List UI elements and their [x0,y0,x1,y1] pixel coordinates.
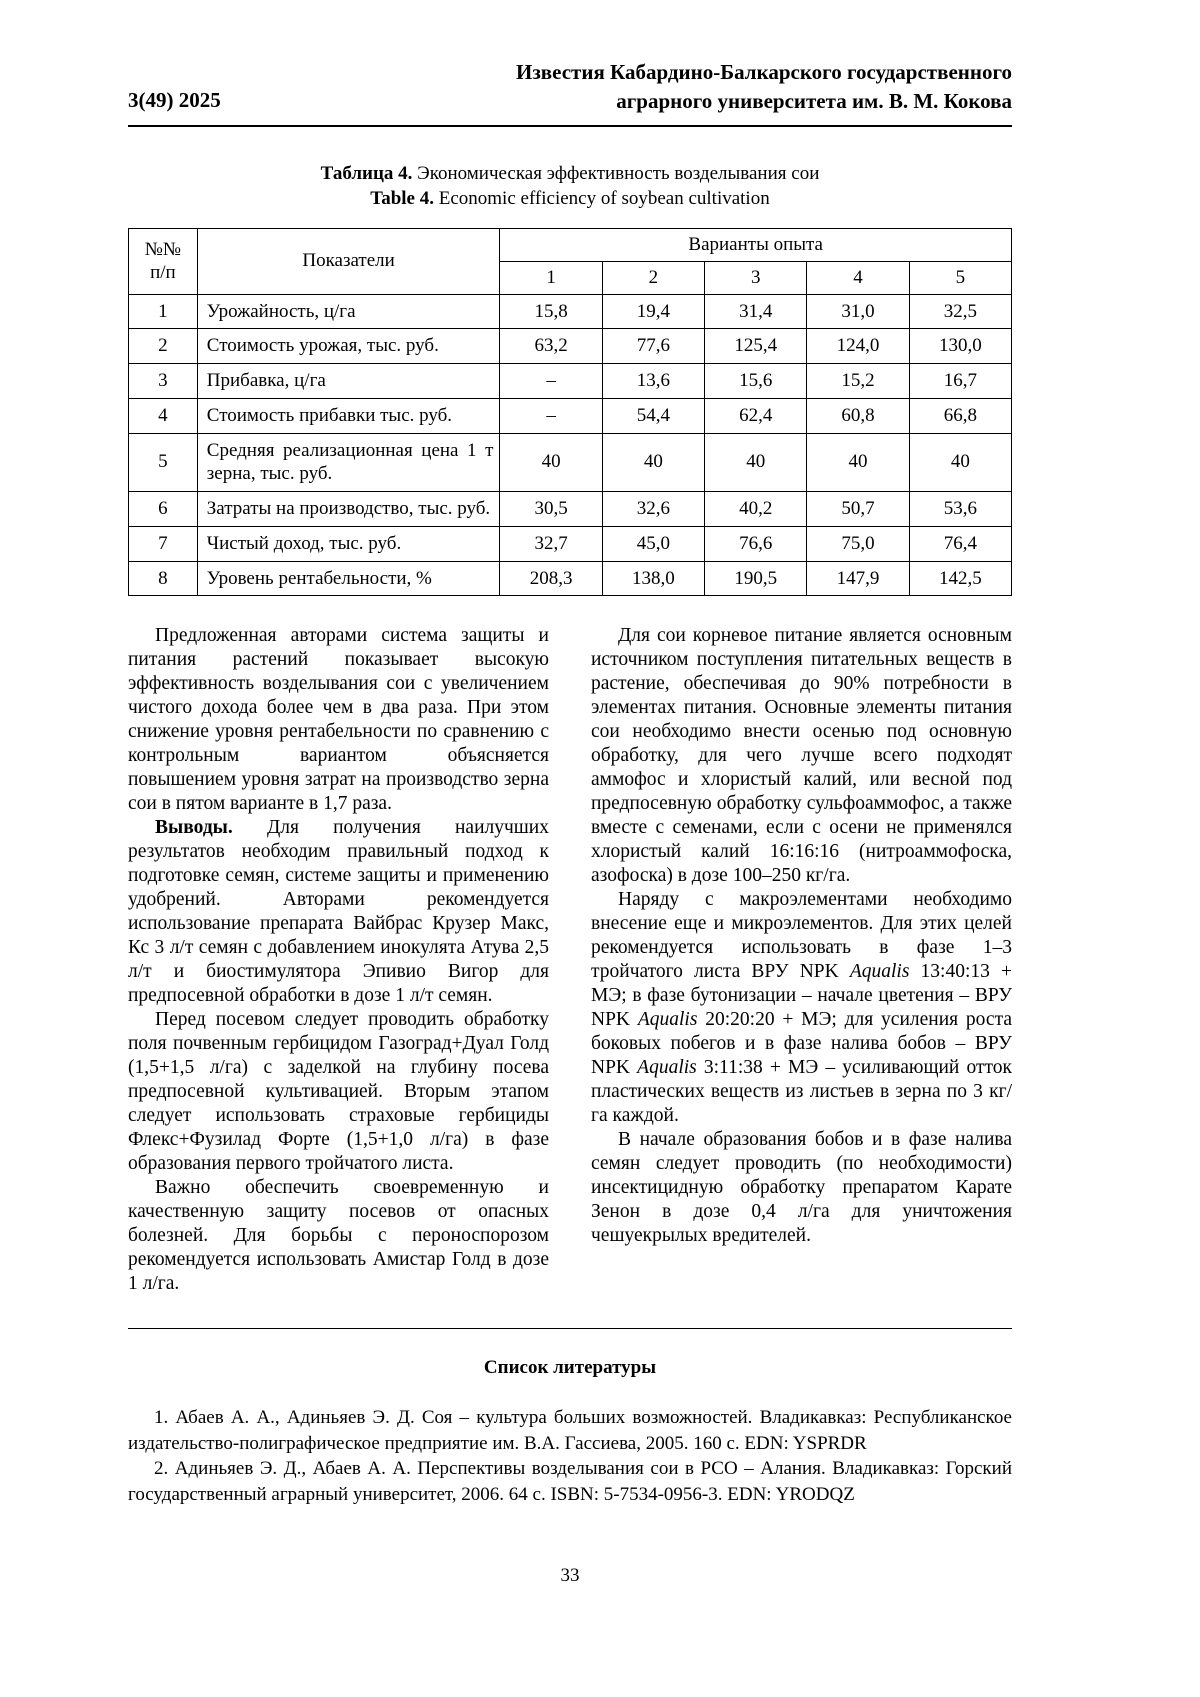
italic-term: Aqualis [637,1009,698,1031]
cell-indicator: Затраты на производство, тыс. руб. [197,492,500,527]
cell-value: 31,4 [705,294,807,329]
issue-number: 3(49) 2025 [128,88,221,113]
table-caption-ru-label: Таблица 4. [320,162,413,184]
cell-row-number: 3 [129,364,198,399]
cell-value: 32,5 [909,294,1011,329]
body-text [128,624,1012,1296]
table-row [129,294,1012,329]
cell-value: 75,0 [807,526,909,561]
table-row [129,526,1012,561]
cell-value: 124,0 [807,329,909,364]
cell-value: 130,0 [909,329,1011,364]
header-rule [128,125,1012,127]
page-number: 33 [560,1565,580,1587]
cell-value: 32,6 [602,492,704,527]
column-header-indicators: Показатели [197,229,500,295]
table-row [129,329,1012,364]
cell-value: 77,6 [602,329,704,364]
table-caption-en [128,186,1012,212]
cell-value: 30,5 [500,492,602,527]
cell-indicator: Чистый доход, тыс. руб. [197,526,500,561]
cell-value: 66,8 [909,398,1011,433]
cell-value: 208,3 [500,561,602,596]
variant-column-header: 5 [909,261,1011,294]
cell-value: 19,4 [602,294,704,329]
cell-row-number: 6 [129,492,198,527]
body-paragraph: Для сои корневое питание является основным источником поступления питательных веществ в растение, обеспечивая до 90% потребности в элементах питания. Основные элементы питания сои необходимо внести осенью под основную обработку, для чего лучше всего подходят аммофос и хлористый калий, или весной под предпосевную обработку сульфоаммофос, а также вместе с семенами, если с осени не применялся хлористый калий 16:16:16 (нитроаммофоска, азофоска) в дозе 100–250 кг/га. [591,625,1012,887]
body-paragraph: Наряду с макроэлементами необходимо внесение еще и микроэлементов. Для этих целей рекомендуется использовать в фазе 1–3 тройчатого листа ВРУ NPK Aqualis 13:40:13 + МЭ; в фазе бутонизации – начале цветения – ВРУ NPK Aqualis 20:20:20 + МЭ; для усиления роста боковых побегов и в фазе налива бобов – ВРУ NPK Aqualis 3:11:38 + МЭ – усиливающий отток пластических веществ из листьев в зерна по 3 кг/га каждой. [591,889,1012,1127]
cell-value: 142,5 [909,561,1011,596]
cell-value: 63,2 [500,329,602,364]
table-row [129,398,1012,433]
cell-indicator: Урожайность, ц/га [197,294,500,329]
cell-row-number: 2 [129,329,198,364]
body-paragraph: Предложенная авторами система защиты и питания растений показывает высокую эффективность возделывания сои с увеличением чистого дохода более чем в два раза. При этом снижение уровня рентабельности по сравнению с контрольным вариантом объясняется повышением уровня затрат на производство зерна сои в пятом варианте в 1,7 раза. [128,625,549,815]
page-header [128,58,1012,117]
italic-term: Aqualis [637,1057,697,1079]
cell-value: 76,6 [705,526,807,561]
cell-value: 40 [807,433,909,492]
cell-indicator: Уровень рентабельности, % [197,561,500,596]
references-list [128,1405,1012,1507]
cell-value: 16,7 [909,364,1011,399]
cell-value: 125,4 [705,329,807,364]
row-number-header-line1: №№ [144,238,182,260]
table-caption-ru [128,161,1012,187]
row-number-header-line2: п/п [150,262,176,284]
cell-value: 15,2 [807,364,909,399]
cell-row-number: 5 [129,433,198,492]
cell-value: – [500,364,602,399]
cell-value: 40,2 [705,492,807,527]
cell-value: 45,0 [602,526,704,561]
body-paragraph: Перед посевом следует проводить обработку поля почвенным гербицидом Газоград+Дуал Голд (1,5+1,5 л/га) с заделкой на глубину посева предпосевной культивацией. Вторым этапом следует использовать страховые гербициды Флекс+Фузилад Форте (1,5+1,0 л/га) в фазе образования первого тройчатого листа. [128,1009,549,1175]
table-caption-ru-text: Экономическая эффективность возделывания сои [412,162,820,184]
table-header-row [129,229,1012,262]
body-paragraph: Выводы. Для получения наилучших результатов необходим правильный подход к подготовке семян, системе защиты и применению удобрений. Авторами рекомендуется использование препарата Вайбрас Крузер Макс, Кс 3 л/т семян с добавлением инокулята Атува 2,5 л/т и биостимулятора Эпивио Вигор для предпосевной обработки в дозе 1 л/т семян. [128,817,549,1007]
italic-term: Aqualis [849,961,910,983]
cell-value: 147,9 [807,561,909,596]
journal-title-line2: аграрного университета им. В. М. Кокова [616,89,1012,114]
journal-title-line1: Известия Кабардино-Балкарского государственного [516,60,1012,84]
cell-value: 62,4 [705,398,807,433]
cell-indicator: Прибавка, ц/га [197,364,500,399]
reference-item: 2. Адиньяев Э. Д., Абаев А. А. Перспективы возделывания сои в РСО – Алания. Владикавказ: Горский государственный аграрный университет, 2006. 64 с. ISBN: 5-7534-0956-3. EDN: YRODQZ [128,1458,1012,1505]
cell-value: 40 [909,433,1011,492]
references-divider [128,1328,1012,1329]
cell-value: 54,4 [602,398,704,433]
table-row [129,364,1012,399]
cell-row-number: 8 [129,561,198,596]
table-row [129,492,1012,527]
body-paragraph: В начале образования бобов и в фазе налива семян следует проводить (по необходимости) инсектицидную обработку препаратом Карате Зенон в дозе 0,4 л/га для уничтожения чешуекрылых вредителей. [591,1129,1012,1247]
cell-value: 76,4 [909,526,1011,561]
cell-row-number: 1 [129,294,198,329]
cell-value: 40 [500,433,602,492]
journal-title [516,58,1012,117]
cell-value: 40 [705,433,807,492]
cell-value: 190,5 [705,561,807,596]
cell-value: 53,6 [909,492,1011,527]
economic-efficiency-table [128,228,1012,596]
cell-value: – [500,398,602,433]
table-caption-en-text: Economic efficiency of soybean cultivation [433,188,770,210]
body-column-right [591,624,1012,1296]
cell-row-number: 4 [129,398,198,433]
cell-indicator: Стоимость прибавки тыс. руб. [197,398,500,433]
body-paragraph: Важно обеспечить своевременную и качественную защиту посевов от опасных болезней. Для борьбы с пероноспорозом рекомендуется использовать Амистар Голд в дозе 1 л/га. [128,1177,549,1295]
variant-column-header: 4 [807,261,909,294]
column-header-row-number [129,229,198,295]
table-captions [128,161,1012,212]
table-row [129,561,1012,596]
paragraph-lead-bold: Выводы. [155,817,233,839]
cell-value: 138,0 [602,561,704,596]
cell-row-number: 7 [129,526,198,561]
reference-item: 1. Абаев А. А., Адиньяев Э. Д. Соя – культура больших возможностей. Владикавказ: Республиканское издательство-полиграфическое предприятие им. В.А. Гассиева, 2005. 160 с. EDN: YSPRDR [128,1407,1012,1454]
variant-column-header: 3 [705,261,807,294]
cell-value: 15,6 [705,364,807,399]
references-heading: Список литературы [483,1357,657,1379]
page-content [128,58,1012,1587]
cell-value: 15,8 [500,294,602,329]
table-row [129,433,1012,492]
table-caption-en-label: Table 4. [370,188,434,210]
variant-column-header: 2 [602,261,704,294]
cell-value: 50,7 [807,492,909,527]
body-column-left [128,624,549,1296]
cell-indicator: Стоимость урожая, тыс. руб. [197,329,500,364]
cell-value: 31,0 [807,294,909,329]
variant-column-header: 1 [500,261,602,294]
table-body [129,294,1012,596]
cell-value: 60,8 [807,398,909,433]
cell-value: 40 [602,433,704,492]
cell-value: 13,6 [602,364,704,399]
cell-value: 32,7 [500,526,602,561]
column-header-variants: Варианты опыта [500,229,1012,262]
cell-indicator: Средняя реализационная цена 1 т зерна, тыс. руб. [197,433,500,492]
